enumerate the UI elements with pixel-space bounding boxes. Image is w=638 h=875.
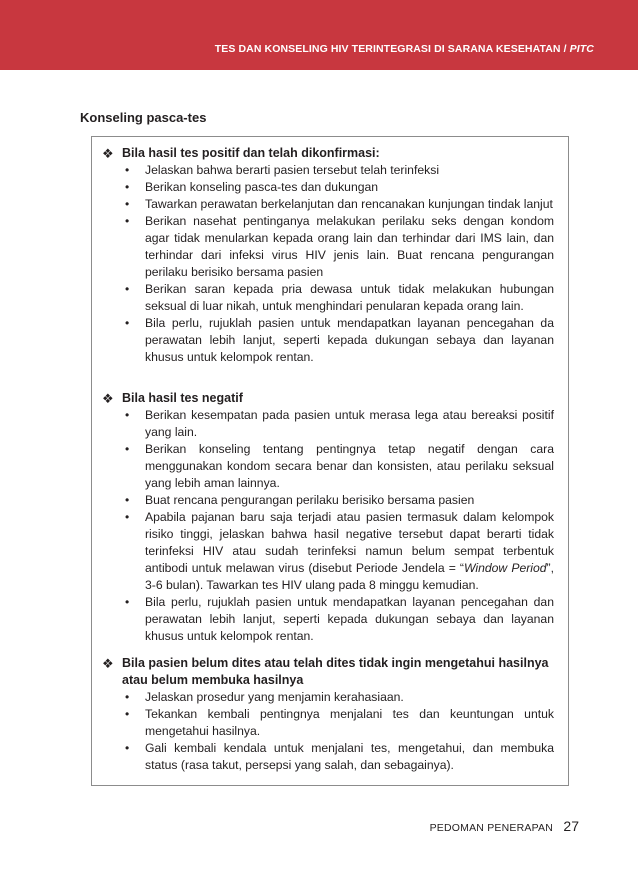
- list-item: [92, 492, 568, 509]
- header-band: [0, 0, 638, 70]
- footer-label: PEDOMAN PENERAPAN: [429, 822, 553, 834]
- bullet-dot-icon: •: [125, 741, 130, 755]
- window-period-term: Window Period: [463, 561, 547, 575]
- bullet-dot-icon: •: [125, 707, 130, 721]
- bullet-dot-icon: •: [125, 163, 130, 177]
- bullet-dot-icon: •: [125, 282, 130, 296]
- diamond-bullet-icon: ❖: [102, 146, 114, 161]
- bullet-dot-icon: •: [125, 408, 130, 422]
- list-item: [92, 509, 568, 594]
- group-title: Bila hasil tes negatif: [122, 391, 243, 405]
- list-item: [92, 162, 568, 179]
- list-item-text: Berikan saran kepada pria dewasa untuk tidak melakukan hubungan seksual di luar nikah, untuk menghindari penularan kepada orang lain.: [145, 282, 554, 313]
- section-title: Konseling pasca-tes: [80, 110, 207, 125]
- bullet-dot-icon: •: [125, 214, 130, 228]
- list-item: [92, 689, 568, 706]
- list-item-text: Bila perlu, rujuklah pasien untuk mendapatkan layanan pencegahan da perawatan lebih lanjut, seperti kepada dukungan sebaya dan layanan khusus untuk kelompok rentan.: [145, 316, 554, 364]
- group-title: Bila hasil tes positif dan telah dikonfirmasi:: [122, 146, 380, 160]
- bullet-dot-icon: •: [125, 690, 130, 704]
- list-item-text: Buat rencana pengurangan perilaku berisiko bersama pasien: [145, 493, 475, 507]
- list-item-text: Jelaskan prosedur yang menjamin kerahasiaan.: [145, 690, 404, 704]
- list-item-text: Tekankan kembali pentingnya menjalani tes dan keuntungan untuk mengetahui hasilnya.: [145, 707, 554, 738]
- bullet-dot-icon: •: [125, 510, 130, 524]
- list-item: [92, 213, 568, 281]
- bullet-dot-icon: •: [125, 442, 130, 456]
- bullet-list: [92, 407, 568, 645]
- list-item: [92, 196, 568, 213]
- running-header-main: TES DAN KONSELING HIV TERINTEGRASI DI SARANA KESEHATAN /: [214, 43, 570, 55]
- list-item-text: Berikan konseling tentang pentingnya tetap negatif dengan cara menggunakan kondom secara benar dan konsisten, atau perilaku seksual yang lebih aman lainnya.: [145, 442, 554, 490]
- window-period-after: ”, 3-6 bulan). Tawarkan tes HIV ulang pada 8 minggu kemudian.: [145, 561, 554, 592]
- list-item-text: Jelaskan bahwa berarti pasien tersebut telah terinfeksi: [145, 163, 440, 177]
- bullet-dot-icon: •: [125, 316, 130, 330]
- list-item: [92, 407, 568, 441]
- list-item: [92, 740, 568, 774]
- list-item-text: Berikan nasehat pentinganya melakukan perilaku seks dengan kondom agar tidak menularkan kepada orang lain dan terhindar dari IMS lain, dan terhindar dari infeksi virus HIV jenis lain. Buat rencana pengurangan perilaku berisiko bersama pasien: [145, 214, 554, 279]
- running-header-italic: PITC: [569, 43, 594, 55]
- bullet-dot-icon: •: [125, 180, 130, 194]
- diamond-bullet-icon: ❖: [102, 656, 114, 671]
- bullet-dot-icon: •: [125, 595, 130, 609]
- list-item-text: Bila perlu, rujuklah pasien untuk mendapatkan layanan pencegahan dan perawatan lebih lanjut, seperti kepada dukungan sebaya dan layanan khusus untuk kelompok rentan.: [145, 595, 554, 643]
- list-item-text: Berikan kesempatan pada pasien untuk merasa lega atau bereaksi positif yang lain.: [145, 408, 554, 439]
- list-item-text: Gali kembali kendala untuk menjalani tes, mengetahui, dan membuka status (rasa takut, persepsi yang salah, dan sebagainya).: [145, 741, 554, 772]
- bullet-list: [92, 162, 568, 366]
- window-period-before: Apabila pajanan baru saja terjadi atau pasien termasuk dalam kelompok risiko tinggi, jelaskan bahwa hasil negative tersebut dapat berarti tidak terinfeksi HIV atau sudah terinfeksi namun belum sempat terbentuk antibodi untuk melawan virus (disebut Periode Jendela = “: [145, 510, 554, 575]
- running-header: [215, 43, 594, 55]
- group-title: Bila pasien belum dites atau telah dites tidak ingin mengetahui hasilnya atau belum membuka hasilnya: [122, 656, 549, 687]
- list-item-text: Berikan konseling pasca-tes dan dukungan: [145, 180, 379, 194]
- list-item: [92, 281, 568, 315]
- list-item: [92, 594, 568, 645]
- page-number: 27: [563, 818, 579, 834]
- list-item-text: Tawarkan perawatan berkelanjutan dan rencanakan kunjungan tindak lanjut: [145, 197, 553, 211]
- bullet-dot-icon: •: [125, 197, 130, 211]
- list-item-text: [145, 510, 554, 592]
- list-item: [92, 441, 568, 492]
- content-box: [91, 136, 569, 786]
- list-item: [92, 179, 568, 196]
- bullet-dot-icon: •: [125, 493, 130, 507]
- bullet-list: [92, 689, 568, 774]
- diamond-bullet-icon: ❖: [102, 391, 114, 406]
- list-item: [92, 315, 568, 366]
- list-item: [92, 706, 568, 740]
